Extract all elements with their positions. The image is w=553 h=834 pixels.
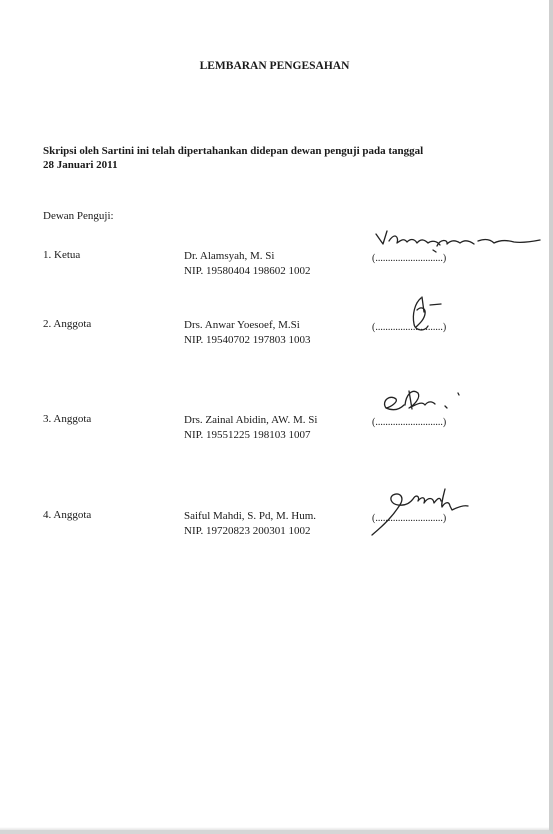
signature-4-image xyxy=(0,509,549,569)
signature-line: (...........................) xyxy=(372,417,447,428)
examiner-role: 2. Anggota xyxy=(43,318,92,330)
page-title: LEMBARAN PENGESAHAN xyxy=(199,60,350,72)
examiner-role: 4. Anggota xyxy=(43,509,92,521)
signature-1-image xyxy=(0,249,549,309)
examiner-nip: NIP. 19580404 198602 1002 xyxy=(184,265,311,277)
signature-2-image xyxy=(0,318,549,378)
examiner-role: 1. Ketua xyxy=(43,249,81,261)
examiner-nip: NIP. 19540702 197803 1003 xyxy=(184,334,311,346)
examiner-name: Dr. Alamsyah, M. Si xyxy=(184,250,275,262)
statement-line-1: Skripsi oleh Sartini ini telah dipertahankan didepan dewan penguji pada tanggal xyxy=(43,145,424,157)
statement-line-2: 28 Januari 2011 xyxy=(43,159,118,171)
signature-line: (...........................) xyxy=(372,253,447,264)
examiner-row-2 xyxy=(0,318,549,378)
signature-3-image xyxy=(0,413,549,473)
examiner-nip: NIP. 19551225 198103 1007 xyxy=(184,429,311,441)
examiner-row-4 xyxy=(0,509,549,569)
examiner-nip: NIP. 19720823 200301 1002 xyxy=(184,525,311,537)
examiner-name: Saiful Mahdi, S. Pd, M. Hum. xyxy=(184,510,317,522)
examiner-role: 3. Anggota xyxy=(43,413,92,425)
examiner-row-3 xyxy=(0,413,549,473)
examiner-name: Drs. Anwar Yoesoef, M.Si xyxy=(184,319,300,331)
signature-line: (...........................) xyxy=(372,513,447,524)
examiner-board-label: Dewan Penguji: xyxy=(43,210,114,222)
examiner-row-1 xyxy=(0,249,549,309)
signature-line: (...........................) xyxy=(372,322,447,333)
page-bottom-edge xyxy=(0,827,549,830)
approval-statement xyxy=(43,144,483,172)
examiner-name: Drs. Zainal Abidin, AW. M. Si xyxy=(184,414,318,426)
